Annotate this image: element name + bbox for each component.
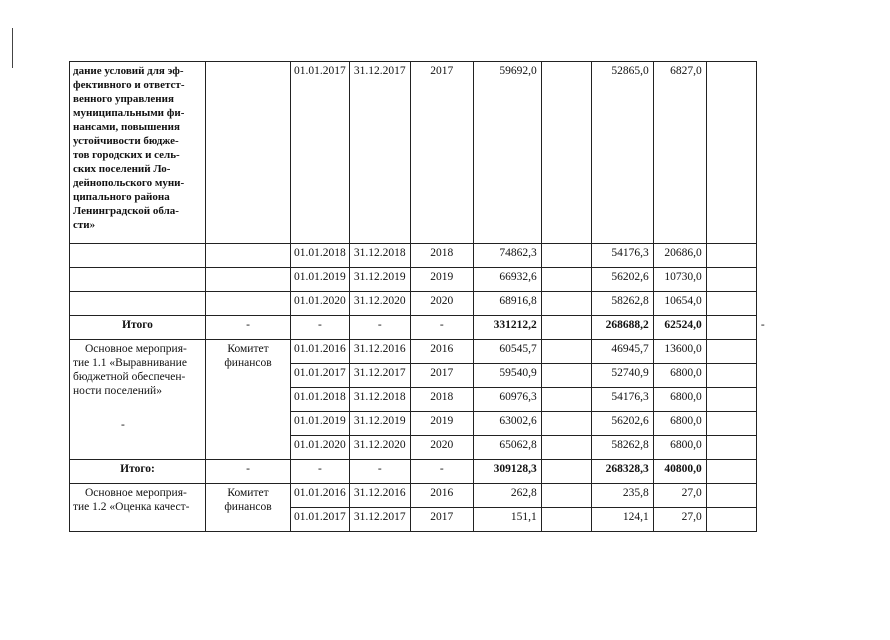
program-name-line: дейнопольского муни-: [73, 177, 185, 189]
amount-col3: 52865,0: [591, 62, 653, 244]
budget-table: [69, 61, 765, 532]
amount-col3: 58262,8: [591, 436, 653, 460]
total-col5: -: [760, 319, 765, 331]
end-date: 31.12.2016: [349, 340, 410, 364]
total-row: [70, 460, 757, 484]
stray-mark: -: [121, 419, 125, 431]
empty-cell: [706, 268, 756, 292]
total-amount: 331212,2: [473, 316, 541, 340]
empty-cell: [70, 292, 206, 316]
empty-cell: [70, 268, 206, 292]
year: 2017: [410, 508, 473, 532]
empty-cell: [706, 292, 756, 316]
amount-col3: 235,8: [591, 484, 653, 508]
total-amount: 151,1: [473, 508, 541, 532]
amount-col4: 10730,0: [653, 268, 706, 292]
amount-col3: 56202,6: [591, 412, 653, 436]
total-executor: -: [206, 316, 291, 340]
total-amount: 68916,8: [473, 292, 541, 316]
total-col3: 268328,3: [591, 460, 653, 484]
year: 2017: [410, 364, 473, 388]
start-date: 01.01.2018: [291, 388, 350, 412]
start-date: 01.01.2019: [291, 412, 350, 436]
program-name-cell: [70, 62, 206, 244]
empty-cell: [706, 244, 756, 268]
total-end: -: [349, 460, 410, 484]
empty-cell: [541, 508, 591, 532]
start-date: 01.01.2017: [291, 508, 350, 532]
program-name-line: нансами, повышения: [73, 121, 180, 133]
year: 2017: [410, 62, 473, 244]
start-date: 01.01.2017: [291, 62, 350, 244]
empty-cell: [706, 364, 756, 388]
table-row: [70, 292, 757, 316]
table-row: [70, 484, 757, 508]
total-amount: 63002,6: [473, 412, 541, 436]
amount-col4: 27,0: [653, 508, 706, 532]
empty-cell: [706, 412, 756, 436]
amount-col4: 6800,0: [653, 436, 706, 460]
table-row: [70, 244, 757, 268]
amount-col3: 58262,8: [591, 292, 653, 316]
total-label: Итого: [70, 316, 206, 340]
program-name-line: фективного и ответст-: [73, 79, 185, 91]
end-date: 31.12.2019: [349, 412, 410, 436]
activity-name-line: тие 1.1 «Выравнивание: [73, 357, 187, 369]
amount-col3: 52740,9: [591, 364, 653, 388]
program-name-line: устойчивости бюдже-: [73, 135, 179, 147]
amount-col4: 10654,0: [653, 292, 706, 316]
total-amount: 74862,3: [473, 244, 541, 268]
activity-name-line: Основное мероприя-: [85, 343, 187, 355]
activity-name-line: ности поселений»: [73, 385, 162, 397]
program-name-line: ских поселений Ло-: [73, 163, 171, 175]
total-col3: 268688,2: [591, 316, 653, 340]
end-date: 31.12.2017: [349, 508, 410, 532]
executor-cell: [206, 340, 291, 460]
empty-cell: [706, 484, 756, 508]
total-col4: 40800,0: [653, 460, 706, 484]
program-name-line: дание условий для эф-: [73, 65, 184, 77]
empty-cell: [706, 340, 756, 364]
end-date: 31.12.2018: [349, 244, 410, 268]
program-name-line: муниципальными фи-: [73, 107, 185, 119]
activity-name-line: тие 1.2 «Оценка качест-: [73, 501, 190, 513]
total-executor: -: [206, 460, 291, 484]
end-date: 31.12.2020: [349, 292, 410, 316]
end-date: 31.12.2017: [349, 364, 410, 388]
empty-cell: [541, 484, 591, 508]
total-label: Итого:: [70, 460, 206, 484]
amount-col4: 6800,0: [653, 412, 706, 436]
amount-col4: 6827,0: [653, 62, 706, 244]
year: 2019: [410, 412, 473, 436]
start-date: 01.01.2018: [291, 244, 350, 268]
year: 2016: [410, 340, 473, 364]
amount-col3: 46945,7: [591, 340, 653, 364]
total-amount: 66932,6: [473, 268, 541, 292]
end-date: 31.12.2018: [349, 388, 410, 412]
start-date: 01.01.2019: [291, 268, 350, 292]
activity-name-line: Основное мероприя-: [85, 487, 187, 499]
total-start: -: [291, 316, 350, 340]
start-date: 01.01.2016: [291, 484, 350, 508]
empty-cell: [706, 508, 756, 532]
total-col4: 62524,0: [653, 316, 706, 340]
executor-line: финансов: [224, 357, 272, 369]
empty-cell: [541, 292, 591, 316]
activity-name-cell: [70, 340, 206, 460]
total-end: -: [349, 316, 410, 340]
empty-cell: [706, 460, 756, 484]
empty-cell: [706, 436, 756, 460]
empty-cell: [206, 268, 291, 292]
program-name-line: сти»: [73, 219, 96, 231]
table-row: [70, 340, 757, 364]
empty-cell: [541, 388, 591, 412]
total-amount: 59540,9: [473, 364, 541, 388]
amount-col4: 6800,0: [653, 388, 706, 412]
total-amount: 60976,3: [473, 388, 541, 412]
year: 2019: [410, 268, 473, 292]
empty-cell: [541, 268, 591, 292]
amount-col4: 27,0: [653, 484, 706, 508]
amount-col3: 54176,3: [591, 388, 653, 412]
total-year: -: [410, 460, 473, 484]
amount-col3: 54176,3: [591, 244, 653, 268]
executor-line: Комитет: [227, 487, 269, 499]
table-row: [70, 268, 757, 292]
year: 2016: [410, 484, 473, 508]
year: 2020: [410, 292, 473, 316]
margin-mark: [12, 28, 13, 68]
amount-col4: 13600,0: [653, 340, 706, 364]
start-date: 01.01.2020: [291, 292, 350, 316]
total-col5-cell: [706, 316, 765, 340]
amount-col3: 124,1: [591, 508, 653, 532]
empty-cell: [541, 244, 591, 268]
empty-cell: [70, 244, 206, 268]
total-amount: 60545,7: [473, 340, 541, 364]
empty-cell: [541, 412, 591, 436]
empty-cell: [206, 292, 291, 316]
end-date: 31.12.2020: [349, 436, 410, 460]
amount-col3: 56202,6: [591, 268, 653, 292]
start-date: 01.01.2020: [291, 436, 350, 460]
empty-cell: [541, 340, 591, 364]
executor-line: финансов: [224, 501, 272, 513]
empty-cell: [541, 62, 591, 244]
amount-col4: 6800,0: [653, 364, 706, 388]
program-name-line: Ленинградской обла-: [73, 205, 179, 217]
activity-name-cell: [70, 484, 206, 532]
year: 2018: [410, 244, 473, 268]
start-date: 01.01.2017: [291, 364, 350, 388]
empty-cell: [206, 244, 291, 268]
activity-name-line: бюджетной обеспечен-: [73, 371, 186, 383]
year: 2020: [410, 436, 473, 460]
total-amount: 65062,8: [473, 436, 541, 460]
empty-cell: [541, 460, 591, 484]
executor-line: Комитет: [227, 343, 269, 355]
end-date: 31.12.2019: [349, 268, 410, 292]
empty-cell: [706, 62, 756, 244]
end-date: 31.12.2017: [349, 62, 410, 244]
year: 2018: [410, 388, 473, 412]
table-row: [70, 62, 757, 244]
total-year: -: [410, 316, 473, 340]
program-name-line: ципального района: [73, 191, 170, 203]
empty-cell: [541, 436, 591, 460]
total-amount: 262,8: [473, 484, 541, 508]
amount-col4: 20686,0: [653, 244, 706, 268]
executor-cell: [206, 62, 291, 244]
program-name-line: тов городских и сель-: [73, 149, 180, 161]
empty-cell: [706, 388, 756, 412]
total-amount: 59692,0: [473, 62, 541, 244]
program-name-line: венного управления: [73, 93, 174, 105]
end-date: 31.12.2016: [349, 484, 410, 508]
total-row: [70, 316, 757, 340]
executor-cell: [206, 484, 291, 532]
start-date: 01.01.2016: [291, 340, 350, 364]
empty-cell: [541, 316, 591, 340]
total-start: -: [291, 460, 350, 484]
total-amount: 309128,3: [473, 460, 541, 484]
empty-cell: [541, 364, 591, 388]
